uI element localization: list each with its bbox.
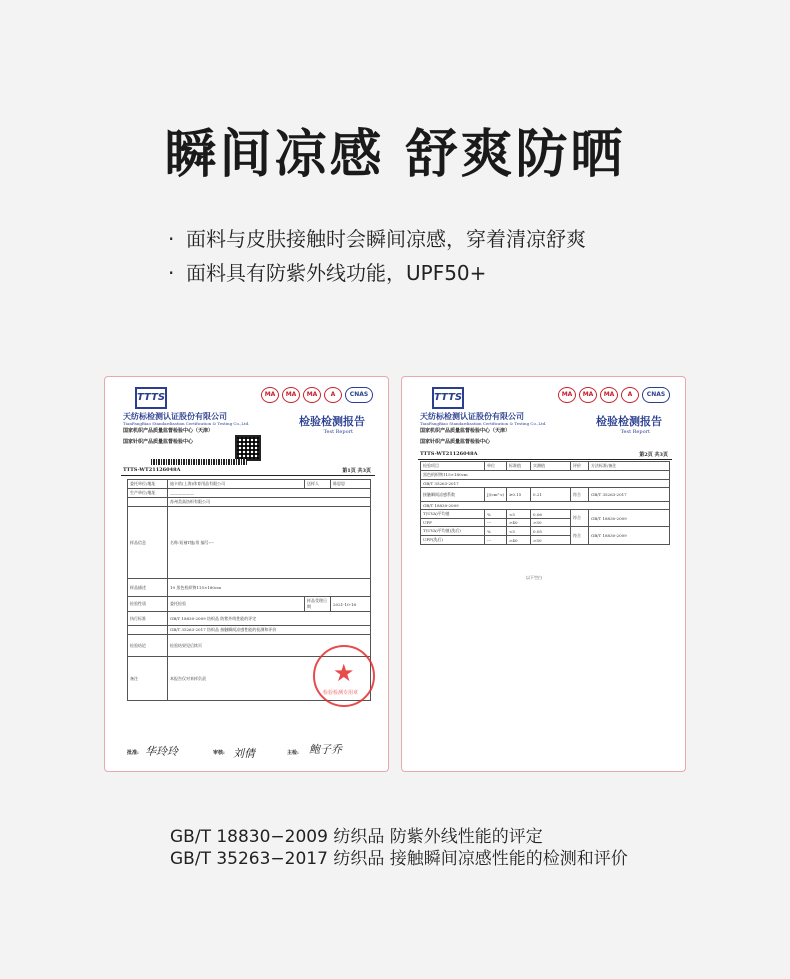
company-name-en: TianFangBiao Standardization Certification & Testing Co.,Ltd. — [123, 421, 250, 426]
report-title-en: Test Report — [620, 429, 650, 435]
barcode-icon — [151, 459, 247, 465]
test-report-page2 — [414, 383, 676, 580]
results-table — [420, 461, 670, 545]
standards-list — [170, 826, 628, 870]
cnas-mark-icon: CNAS — [642, 387, 670, 403]
report-card-page2 — [401, 376, 686, 772]
signature: 刘倩 — [233, 747, 255, 760]
ttts-logo: TTTS — [135, 387, 167, 409]
ma-mark-icon: MA — [558, 387, 576, 403]
feature-item — [168, 256, 586, 290]
center-name: 国家机织产品质量监督检验中心（天津） — [123, 428, 214, 434]
star-icon: ★ — [333, 659, 355, 687]
feature-item — [168, 222, 586, 256]
ma-mark-icon: MA — [261, 387, 279, 403]
table-row: 苏州美高纺织有限公司 — [128, 498, 371, 507]
page-number: 第1页 共3页 — [342, 468, 371, 474]
page-heading: 瞬间凉感 舒爽防晒 — [164, 125, 626, 185]
table-row: T(UVA)平均值(洗后) % <5 0.05 符合 GB/T 18830-2009 — [421, 527, 670, 536]
report-number: TTTS-WT21126048A — [123, 467, 181, 473]
table-row: 生产单位/地址 —————— — [128, 489, 371, 498]
signature-label: 批准: — [127, 750, 139, 756]
table-header-row: 检验项目 单位 标准值 实测值 评价 方法标准/备注 — [421, 462, 670, 471]
table-row: 样品描述 19 黑色机织物115×180cm — [128, 579, 371, 597]
signature-label: 主检: — [287, 750, 299, 756]
stamp-text: 检验检测专用章 — [323, 690, 359, 696]
table-row: GB/T 35263-2017 — [421, 480, 670, 488]
cnas-mark-icon: CNAS — [345, 387, 373, 403]
table-row: 检验结论 检验结果见后续页 — [128, 635, 371, 657]
blank-below-note: 以下空白 — [526, 575, 542, 580]
table-row: 委托单位/地址 迪卡侬(上海)体育用品有限公司 送样人 陈思思 — [128, 480, 371, 489]
table-row: 检验性质 委托检验 样品受理日期 2021-10-18 — [128, 597, 371, 612]
center-name: 国家针织产品质量监督检验中心 — [123, 439, 194, 445]
report-number: TTTS-WT21126048A — [420, 451, 478, 457]
divider — [418, 459, 672, 460]
table-row: 黑色机织物115×180cm — [421, 471, 670, 480]
ma-mark-icon: MA — [303, 387, 321, 403]
signature: 鲍子乔 — [309, 743, 342, 756]
center-name: 国家机织产品质量监督检验中心（天津） — [420, 428, 511, 434]
ma-mark-icon: MA — [600, 387, 618, 403]
table-row: 样品信息 名称:短袖T恤/男 编号:--- — [128, 507, 371, 579]
feature-text: 面料与皮肤接触时会瞬间凉感，穿着清凉舒爽 — [186, 227, 586, 251]
accreditation-marks — [261, 387, 373, 403]
test-report-page1 — [117, 383, 379, 765]
accreditation-marks — [558, 387, 670, 403]
ma-mark-icon: MA — [579, 387, 597, 403]
ttts-logo: TTTS — [432, 387, 464, 409]
report-title: 检验检测报告 — [299, 415, 365, 428]
page-number: 第2页 共3页 — [639, 452, 668, 458]
table-row: UPF(洗后) --- >40 >50 — [421, 536, 670, 545]
table-row: GB/T 35263-2017 纺织品 接触瞬间凉感性能的检测和评价 — [128, 626, 371, 635]
company-name: 天纺标检测认证股份有限公司 — [420, 411, 524, 421]
signature-label: 审核: — [213, 750, 225, 756]
table-row: 接触瞬间凉感系数 J/(cm²·s) ≥0.15 0.21 符合 GB/T 35263-2017 — [421, 488, 670, 502]
table-row: GB/T 18830-2009 — [421, 502, 670, 510]
feature-text: 面料具有防紫外线功能，UPF50+ — [186, 261, 487, 285]
divider — [121, 475, 375, 476]
standard-item: GB/T 35263−2017 纺织品 接触瞬间凉感性能的检测和评价 — [170, 849, 628, 869]
table-row: 执行标准 GB/T 18830-2009 纺织品 防紫外线性能的评定 — [128, 612, 371, 626]
a-mark-icon: A — [324, 387, 342, 403]
bullet-dot-icon: · — [168, 261, 175, 285]
table-row: T(UVA)平均值 % <5 0.06 符合 GB/T 18830-2009 — [421, 510, 670, 519]
table-row: 备注 本报告仅对来样负责 — [128, 657, 371, 701]
table-row: UPF --- >40 >50 — [421, 519, 670, 527]
signature: 华玲玲 — [145, 745, 178, 758]
ma-mark-icon: MA — [282, 387, 300, 403]
center-name: 国家针织产品质量监督检验中心 — [420, 439, 491, 445]
standard-item: GB/T 18830−2009 纺织品 防紫外线性能的评定 — [170, 827, 543, 847]
qr-code-icon — [235, 435, 261, 461]
report-title: 检验检测报告 — [596, 415, 662, 428]
a-mark-icon: A — [621, 387, 639, 403]
company-name-en: TianFangBiao Standardization Certification & Testing Co.,Ltd. — [420, 421, 547, 426]
company-name: 天纺标检测认证股份有限公司 — [123, 411, 227, 421]
report-card-page1 — [104, 376, 389, 772]
feature-list — [168, 222, 586, 290]
official-seal-stamp — [313, 645, 375, 707]
bullet-dot-icon: · — [168, 227, 175, 251]
report-title-en: Test Report — [323, 429, 353, 435]
